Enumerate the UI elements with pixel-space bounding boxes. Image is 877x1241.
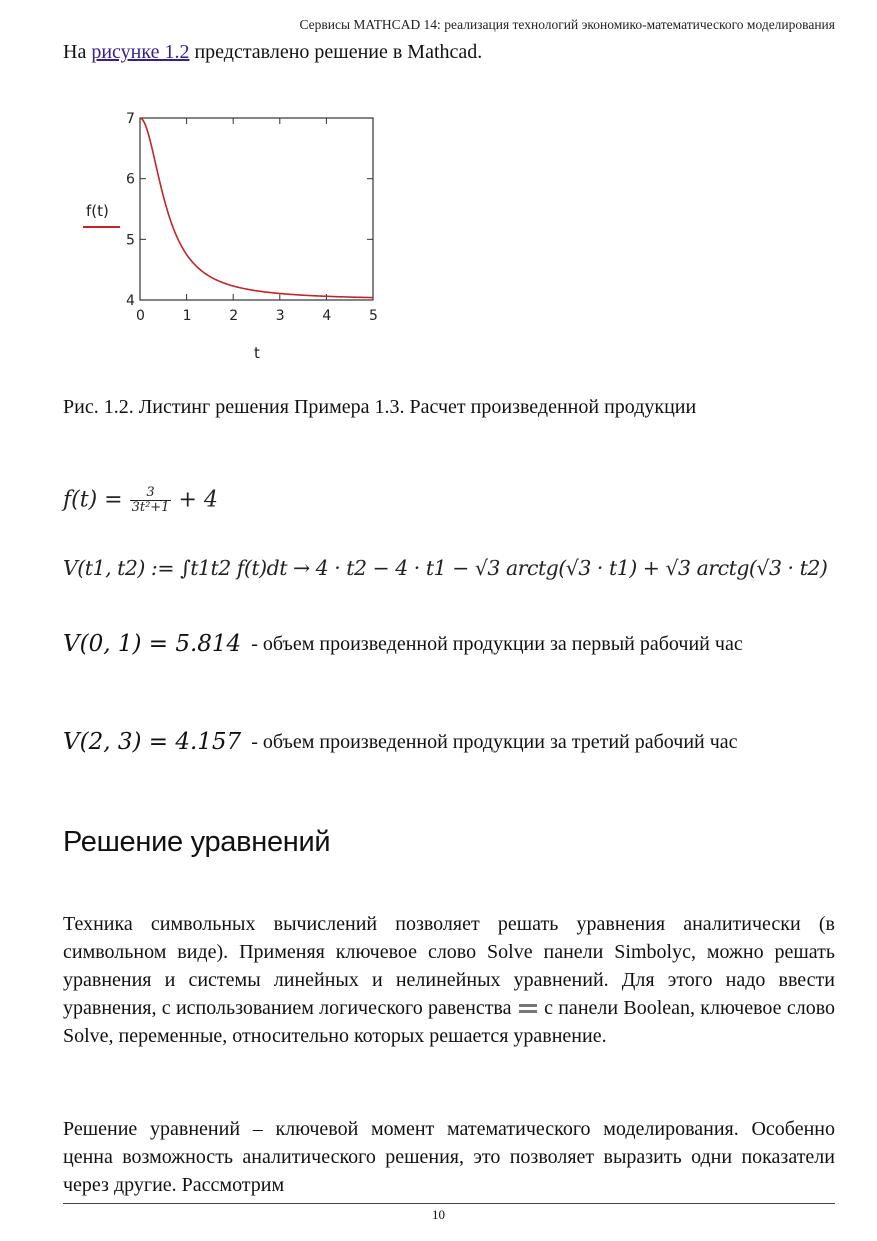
boolean-equals-icon bbox=[517, 1002, 539, 1016]
x-tick-label: 0 bbox=[136, 308, 145, 324]
paragraph-solving: Решение уравнений – ключевой момент математического моделирования. Особенно ценна возможность аналитического решения, это позволяет выразить одни показатели через другие. Рассмотрим bbox=[63, 1118, 835, 1196]
paragraph-technique bbox=[63, 910, 835, 1050]
V23-description: - объем произведенной продукции за третий рабочий час bbox=[251, 731, 738, 753]
equation-V-definition: V(t1, t2) := ∫t1t2 f(t)dt → 4 · t2 − 4 · t1 − √3 arctg(√3 · t1) + √3 arctg(√3 · t2) bbox=[63, 556, 828, 580]
paragraph-V23 bbox=[63, 728, 835, 756]
x-tick-label: 4 bbox=[322, 308, 332, 324]
eq-V01: V(0, 1) = 5.814 bbox=[63, 631, 242, 657]
eq-f-fraction bbox=[130, 486, 172, 515]
f-t-chart bbox=[78, 105, 398, 370]
y-axis-label: f(t) bbox=[86, 202, 109, 220]
page-number: 10 bbox=[432, 1207, 445, 1222]
eq-f-tail: + 4 bbox=[178, 487, 218, 513]
p1-text-b: с панели Boolean, ключевое слово Solve, переменные, относительно которых решается уравнение. bbox=[63, 997, 835, 1047]
x-axis-label: t bbox=[254, 344, 260, 362]
y-tick-label: 6 bbox=[126, 171, 135, 188]
y-tick-label: 5 bbox=[126, 232, 135, 249]
plot-frame bbox=[140, 118, 373, 300]
figure-link[interactable]: рисунке 1.2 bbox=[91, 41, 190, 63]
p1-text-a: Техника символьных вычислений позволяет решать уравнения аналитически (в символьном виде). Применяя ключевое слово Solve панели Simbolyc, можно решать уравнения и системы линейных и нелинейных уравнений. Для этого надо ввести уравнения, с использованием логического равенства bbox=[63, 913, 835, 1019]
x-tick-label: 3 bbox=[275, 308, 285, 324]
intro-text-post: представлено решение в Mathcad. bbox=[189, 41, 483, 63]
V01-description: - объем произведенной продукции за первый рабочий час bbox=[251, 633, 743, 655]
intro-paragraph bbox=[63, 38, 835, 66]
equation-f bbox=[63, 486, 218, 515]
intro-text-pre: На bbox=[63, 41, 92, 63]
series-line-f-t bbox=[140, 118, 373, 298]
footer-divider bbox=[63, 1203, 835, 1204]
x-tick-label: 2 bbox=[229, 308, 239, 324]
x-tick-label: 5 bbox=[369, 308, 378, 324]
eq-V23: V(2, 3) = 4.157 bbox=[63, 729, 242, 755]
eq-f-numerator: 3 bbox=[130, 486, 172, 501]
eq-f-lhs: f(t) = bbox=[63, 487, 123, 513]
eq-f-denominator: 3t²+1 bbox=[131, 500, 170, 515]
x-tick-label: 1 bbox=[182, 308, 192, 324]
section-heading: Решение уравнений bbox=[63, 826, 331, 858]
y-tick-label: 4 bbox=[126, 293, 135, 309]
figure-caption: Рис. 1.2. Листинг решения Примера 1.3. Расчет произведенной продукции bbox=[63, 396, 697, 418]
paragraph-V01 bbox=[63, 630, 835, 658]
y-tick-label: 7 bbox=[126, 111, 135, 127]
running-header: Сервисы MATHCAD 14: реализация технологий экономико-математического моделирования bbox=[299, 17, 835, 32]
